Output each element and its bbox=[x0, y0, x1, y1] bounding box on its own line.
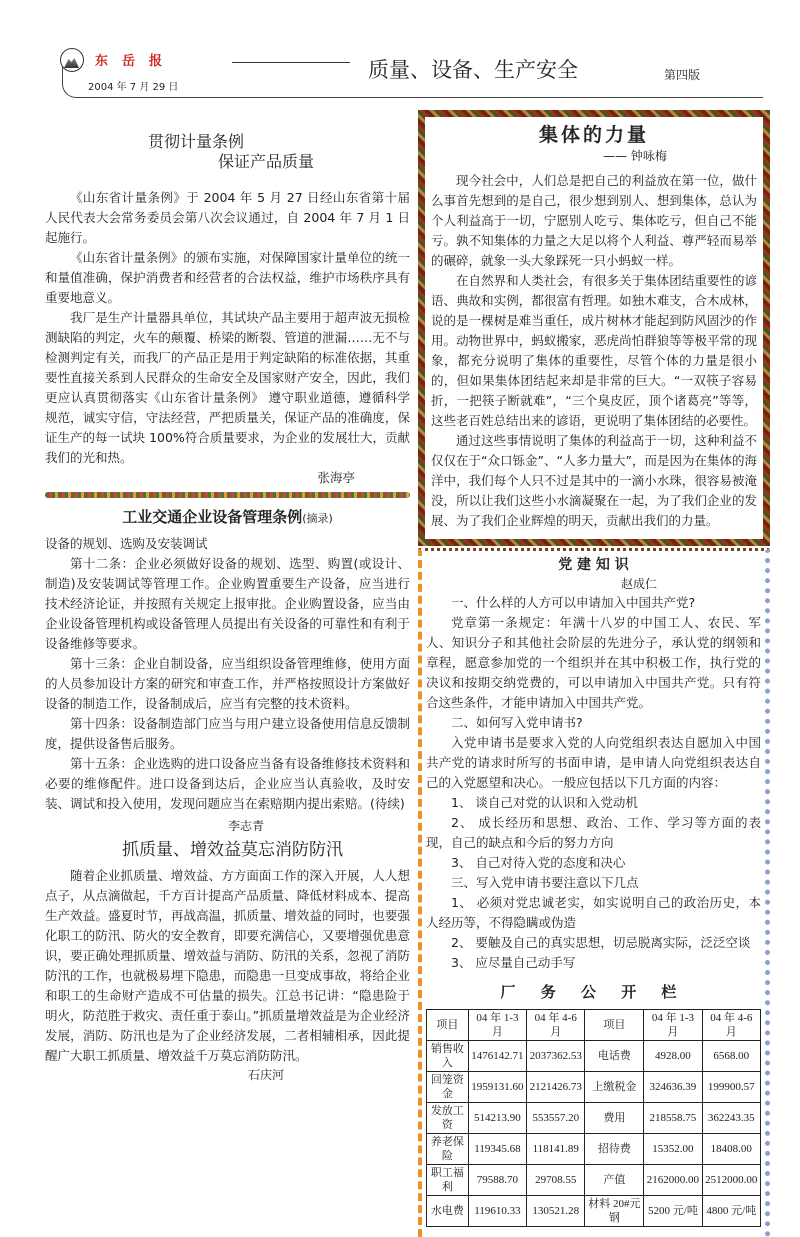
edition-label: 第四版 bbox=[664, 68, 701, 82]
table-cell: 回笼资金 bbox=[427, 1072, 469, 1103]
article5-author: 赵成仁 bbox=[621, 577, 658, 591]
paragraph: 2、 成长经历和思想、政治、工作、学习等方面的表现，自己的缺点和今后的努力方向 bbox=[426, 815, 761, 850]
table-cell: 04 年 4-6 月 bbox=[527, 1010, 585, 1041]
table-header-row bbox=[427, 1010, 761, 1041]
article3-author: 石庆河 bbox=[248, 1068, 285, 1082]
left-column bbox=[45, 132, 410, 1084]
article1-author: 张海亭 bbox=[317, 470, 355, 485]
table-cell: 04 年 1-3 月 bbox=[468, 1010, 526, 1041]
article5-body bbox=[426, 593, 761, 973]
paragraph: 党章第一条规定：年满十八岁的中国工人、农民、军人、知识分子和其他社会阶层的先进分子，承认党的纲领和章程，愿意参加党的一个组织并在其中积极工作，执行党的决议和按期交纳党费的，可以申请加入中国共产党。只有符合这些条件，才能申请加入中国共产党。 bbox=[426, 615, 761, 710]
table-cell: 1959131.60 bbox=[468, 1072, 526, 1103]
paragraph: 2、 要触及自己的真实思想，切忌脱离实际，泛泛空谈 bbox=[451, 935, 751, 950]
table-row bbox=[427, 1196, 761, 1227]
table-cell: 5200 元/吨 bbox=[644, 1196, 702, 1227]
issue-date: 2004 年 7 月 29 日 bbox=[88, 82, 179, 93]
article1-body bbox=[45, 188, 410, 488]
article1-title-line1: 贯彻计量条例 bbox=[148, 132, 245, 151]
article4-author: —— 钟咏梅 bbox=[603, 149, 667, 163]
table-cell: 2037362.53 bbox=[527, 1041, 585, 1072]
table-cell: 4928.00 bbox=[644, 1041, 702, 1072]
table-cell: 职工福利 bbox=[427, 1165, 469, 1196]
table-row bbox=[427, 1103, 761, 1134]
table-cell: 118141.89 bbox=[527, 1134, 585, 1165]
paragraph: 3、 应尽量自己动手写 bbox=[451, 955, 576, 970]
article1-title-line2: 保证产品质量 bbox=[218, 152, 315, 171]
paragraph: 一、什么样的人方可以申请加入中国共产党? bbox=[451, 595, 696, 610]
table-cell: 产值 bbox=[585, 1165, 644, 1196]
newspaper-name: 东岳报 bbox=[95, 54, 177, 69]
article2-author: 李志青 bbox=[228, 819, 265, 833]
table-row bbox=[427, 1072, 761, 1103]
table-cell: 130521.28 bbox=[527, 1196, 585, 1227]
right-column bbox=[418, 110, 770, 1237]
article5-frame bbox=[418, 548, 770, 1237]
table-cell: 199900.57 bbox=[702, 1072, 760, 1103]
paragraph: 《山东省计量条例》的颁布实施，对保障国家计量单位的统一和量值准确，保护消费者和经营者的合法权益，维护市场秩序具有重要地意义。 bbox=[45, 250, 410, 305]
paragraph: 3、 自己对待入党的态度和决心 bbox=[451, 855, 626, 870]
newspaper-logo-icon bbox=[60, 48, 84, 72]
table-row bbox=[427, 1041, 761, 1072]
table-cell: 324636.39 bbox=[644, 1072, 702, 1103]
paragraph: 第十四条：设备制造部门应当与用户建立设备使用信息反馈制度，提供设备售后服务。 bbox=[45, 716, 410, 751]
paragraph: 现今社会中，人们总是把自己的利益放在第一位，做什么事首先想到的是自己，很少想到别人、想到集体，总认为个人利益高于一切，宁愿别人吃亏、集体吃亏，但自己不能亏。孰不知集体的力量之大足以将个人利益、尊严轻而易举的碾碎，就象一头大象踩死一只小蚂蚁一样。 bbox=[431, 173, 757, 268]
table-cell: 上缴税金 bbox=[585, 1072, 644, 1103]
table-cell: 29708.55 bbox=[527, 1165, 585, 1196]
table-cell: 材料 20#元钢 bbox=[585, 1196, 644, 1227]
table-cell: 514213.90 bbox=[468, 1103, 526, 1134]
paragraph: 《山东省计量条例》于 2004 年 5 月 27 日经山东省第十届人民代表大会常务委员会第八次会议通过，自 2004 年 7 月 1 日起施行。 bbox=[45, 190, 410, 245]
paragraph: 1、 谈自己对党的认识和入党动机 bbox=[451, 795, 638, 810]
table-cell: 费用 bbox=[585, 1103, 644, 1134]
article2-title bbox=[45, 506, 410, 530]
table-cell: 发放工资 bbox=[427, 1103, 469, 1134]
table-cell: 2162000.00 bbox=[644, 1165, 702, 1196]
decorative-divider bbox=[45, 492, 410, 498]
article4-frame bbox=[418, 110, 770, 546]
article2-body bbox=[45, 534, 410, 814]
table-cell: 销售收入 bbox=[427, 1041, 469, 1072]
paragraph: 在自然界和人类社会，有很多关于集体团结重要性的谚语、典故和实例，都很富有哲理。如独木难支，合木成林，说的是一棵树是难当重任，成片树林才能起到防风固沙的作用。动物世界中，蚂蚁搬家，恶虎尚怕群狼等等极平常的现象，都充分说明了集体的重要性，尽管个体的力量是很小的，但如果集体团结起来却是非常的巨大。“一双筷子容易折，一把筷子断就难”，“三个臭皮匠，顶个诸葛亮”等等，这些老百姓总结出来的谚语，更说明了集体团结的必要性。 bbox=[431, 273, 757, 428]
table-row bbox=[427, 1134, 761, 1165]
table-cell: 项目 bbox=[427, 1010, 469, 1041]
paragraph: 第十三条：企业自制设备，应当组织设备管理维修，使用方面的人员参加设计方案的研究和审查工作，并严格按照设计方案做好设备的制造工作，设备制成后，应当有完整的技术资料。 bbox=[45, 656, 410, 711]
article5-title: 党 建 知 识 bbox=[558, 557, 629, 573]
paragraph: 第十五条：企业选购的进口设备应当备有设备维修技术资料和必要的维修配件。进口设备到达后，企业应当认真验收，及时安装、调试和投入使用，发现问题应当在索赔期内提出索赔。(待续) bbox=[45, 756, 410, 811]
disclosure-title: 厂 务 公 开 栏 bbox=[500, 983, 687, 1001]
article2-subheading: 设备的规划、选购及安装调试 bbox=[45, 536, 208, 551]
article4-body bbox=[431, 171, 757, 531]
table-cell: 218558.75 bbox=[644, 1103, 702, 1134]
table-cell: 18408.00 bbox=[702, 1134, 760, 1165]
article2-title-text: 工业交通企业设备管理条例 bbox=[122, 508, 303, 526]
table-cell: 2121426.73 bbox=[527, 1072, 585, 1103]
table-cell: 04 年 4-6 月 bbox=[702, 1010, 760, 1041]
table-cell: 119610.33 bbox=[468, 1196, 526, 1227]
table-cell: 项目 bbox=[585, 1010, 644, 1041]
article3-title: 抓质量、增效益莫忘消防防汛 bbox=[122, 840, 343, 860]
table-cell: 553557.20 bbox=[527, 1103, 585, 1134]
table-cell: 1476142.71 bbox=[468, 1041, 526, 1072]
article3-body bbox=[45, 866, 410, 1066]
paragraph: 随着企业抓质量、增效益、方方面面工作的深入开展，人人想点子，从点滴做起，千方百计提高产品质量、降低材料成本、提高生产效益。盛夏时节，再战高温，抓质量、增效益的同时，也要强化职工的防汛、防火的安全教育，即要充满信心，又要增强优患意识，要正确处理抓质量、增效益与消防、防汛的关系，忽视了消防防汛的工作，也就极易埋下隐患，而隐患一旦变成事故，将给企业和职工的生命财产造成不可估量的损失。江总书记讲：“隐患险于明火，防范胜于救灾、责任重于泰山。”抓质量增效益是为企业经济发展，消防、防汛也是为了企业经济发展，二者相辅相承，因此提醒广大职工抓质量、增效益千万莫忘消防防汛。 bbox=[45, 868, 410, 1063]
paragraph: 三、写入党申请书要注意以下几点 bbox=[451, 875, 639, 890]
table-cell: 6568.00 bbox=[702, 1041, 760, 1072]
table-cell: 4800 元/吨 bbox=[702, 1196, 760, 1227]
table-cell: 362243.35 bbox=[702, 1103, 760, 1134]
table-row bbox=[427, 1165, 761, 1196]
table-cell: 04 年 1-3 月 bbox=[644, 1010, 702, 1041]
table-cell: 电话费 bbox=[585, 1041, 644, 1072]
table-cell: 水电费 bbox=[427, 1196, 469, 1227]
paragraph: 二、如何写入党申请书? bbox=[451, 715, 583, 730]
table-cell: 15352.00 bbox=[644, 1134, 702, 1165]
paragraph: 1、 必须对党忠诚老实，如实说明自己的政治历史，本人经历等，不得隐瞒或伪造 bbox=[426, 895, 761, 930]
table-cell: 2512000.00 bbox=[702, 1165, 760, 1196]
table-cell: 招待费 bbox=[585, 1134, 644, 1165]
paragraph: 通过这些事情说明了集体的利益高于一切，这种利益不仅仅在于“众口铄金”、“人多力量大”，而是因为在集体的海洋中，我们每个人只不过是其中的一滴小水珠，很容易被淹没，所以让我们这些小水滴凝聚在一起，为了我们企业的发展、为了我们企业辉煌的明天，贡献出我们的力量。 bbox=[431, 433, 757, 528]
page-title: 质量、设备、生产安全 bbox=[368, 58, 578, 82]
header-rule bbox=[232, 62, 350, 63]
paragraph: 入党申请书是要求入党的人向党组织表达自愿加入中国共产党的请求时所写的书面申请，是申请人向党组织表达自己的入党愿望和决心。一般应包括以下几方面的内容： bbox=[426, 735, 761, 790]
table-cell: 119345.68 bbox=[468, 1134, 526, 1165]
disclosure-table bbox=[426, 1009, 761, 1227]
article4-title: 集体的力量 bbox=[538, 124, 649, 146]
paragraph: 第十二条：企业必须做好设备的规划、选型、购置(或设计、制造)及安装调试等管理工作。企业购置重要生产设备，应当进行技术经济论证，并按照有关规定上报审批。企业购置设备，应当由企业设备管理机构或设备管理人员提出有关设备的可靠性和有利于设备维修等要求。 bbox=[45, 556, 410, 651]
table-cell: 79588.70 bbox=[468, 1165, 526, 1196]
table-cell: 养老保险 bbox=[427, 1134, 469, 1165]
article2-title-note: (摘录) bbox=[302, 512, 333, 525]
paragraph: 我厂是生产计量器具单位，其试块产品主要用于超声波无损检测缺陷的判定，火车的颠覆、桥梁的断裂、管道的泄漏……无不与检测判定有关，而我厂的产品正是用于判定缺陷的标准依据，其重要性直接关系到人民群众的生命安全及国家财产安全，因此，我们更应认真贯彻落实《山东省计量条例》 遵守职业道德，遵循科学规范，诚实守信，守法经营，严把质量关，保证产品的准确度，保证生产的每一试块 100%符合质量要求，为企业的发展壮大，贡献我们的光和热。 bbox=[45, 310, 410, 465]
